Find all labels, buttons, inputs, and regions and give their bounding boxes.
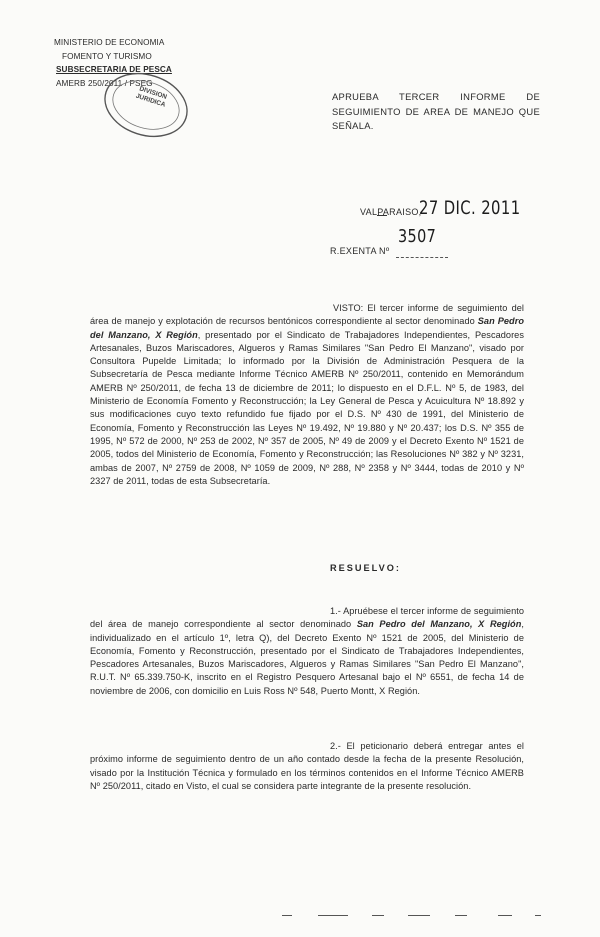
ministry-line: SUBSECRETARIA DE PESCA — [56, 65, 172, 74]
item-text: 1.- Apruébese el tercer informe de seguimiento del área de manejo correspondiente al sector denominado — [90, 606, 524, 630]
divider — [318, 915, 348, 916]
visto-lead: VISTO: — [333, 303, 364, 313]
stamp-outline-icon — [91, 57, 200, 152]
divider — [408, 915, 430, 916]
divider — [377, 215, 387, 216]
footer-marks — [0, 915, 600, 921]
place-label: VALPARAISO, — [360, 207, 422, 217]
resuelvo-heading: RESUELVO: — [330, 563, 401, 573]
date-stamp: 27 DIC. 2011 — [419, 197, 521, 219]
subject-heading: APRUEBA TERCER INFORME DE SEGUIMIENTO DE AREA DE MANEJO QUE SEÑALA. — [332, 91, 540, 131]
divider — [498, 915, 512, 916]
resolution-item-2: 2.- El peticionario deberá entregar antes el próximo informe de seguimiento dentro de un año contado desde la fecha de la presente Resolución, visado por la Institución Técnica y formulado en los términos contenidos en el Informe Técnico AMERB Nº 250/2011, citado en Visto, el cual se considera parte integrante de la presente resolución. — [90, 741, 524, 791]
item-text: , individualizado en el artículo 1º, letra Q), del Decreto Exento Nº 1521 de 2005, del Ministerio de Economía, Fomento y Reconstrucción, presentado por el Sindicato de Trabajadores Independientes, Pescadores Artesanales, Buzos Mariscadores, Algueros y Ramas Similares "San Pedro El Manzano", R.U.T. Nº 65.339.750-K, inscrito en el Registro Pesquero Artesanal bajo el Nº 6551, de fecha 14 de noviembre de 2006, con domicilio en Luis Ross Nº 548, Puerto Montt, X Región. — [90, 619, 524, 696]
divider — [396, 257, 448, 258]
resolution-number: 3507 — [398, 226, 437, 247]
resolution-item-1 — [90, 605, 524, 698]
resolution-label: R.EXENTA Nº — [330, 246, 390, 256]
visto-paragraph — [90, 302, 524, 488]
divider — [282, 915, 292, 916]
ministry-line: AMERB 250/2011 / PSEG — [56, 78, 153, 88]
divider — [372, 915, 384, 916]
sector-name: San Pedro del Manzano, X Región — [90, 316, 525, 340]
divider — [535, 915, 541, 916]
ministry-line: FOMENTO Y TURISMO — [62, 51, 152, 61]
visto-text: , presentado por el Sindicato de Trabajadores Independientes, Pescadores Artesanales, Buzos Mariscadores, Algueros y Ramas Similares "San Pedro El Manzano", visado por Consultora Pupelde Limitada; lo informado por la División de Administración Pesquera de la Subsecretaría de Pesca mediante Informe Técnico AMERB Nº 250/2011, contenido en Memorándum AMERB Nº 250/2011, de fecha 13 de diciembre de 2011; lo dispuesto en el D.F.L. Nº 5, de 1983, del Ministerio de Economía Fomento y Reconstrucción; la Ley General de Pesca y Acuicultura Nº 18.892 y sus modificaciones cuyo texto refundido fue fijado por el D.S. Nº 430 de 1991, del Ministerio de Economía, Fomento y Reconstrucción las Leyes Nº 19.492, Nº 19.880 y Nº 20.437; los D.S. Nº 355 de 1995, Nº 572 de 2000, Nº 253 de 2002, Nº 357 de 2005, Nº 49 de 2009 y el Decreto Exento Nº 1521 de 2005, todos del Ministerio de Economía, Fomento y Reconstrucción; las Resoluciones Nº 382 y Nº 3231, ambas de 2007, Nº 2759 de 2008, Nº 1059 de 2009, Nº 288, Nº 2358 y Nº 3444, todas de 2010 y Nº 2327 de 2011, todas de esta Subsecretaría. — [90, 329, 524, 486]
stamp-label: DIVISION JURIDICA — [134, 85, 168, 109]
visto-text: El tercer informe de seguimiento del área de manejo y explotación de recursos bentónicos correspondiente al sector denominado — [90, 303, 524, 327]
sector-name: San Pedro del Manzano, X Región — [356, 619, 522, 630]
ministry-line: MINISTERIO DE ECONOMIA — [54, 38, 165, 47]
divider — [455, 915, 467, 916]
division-stamp — [91, 57, 200, 152]
